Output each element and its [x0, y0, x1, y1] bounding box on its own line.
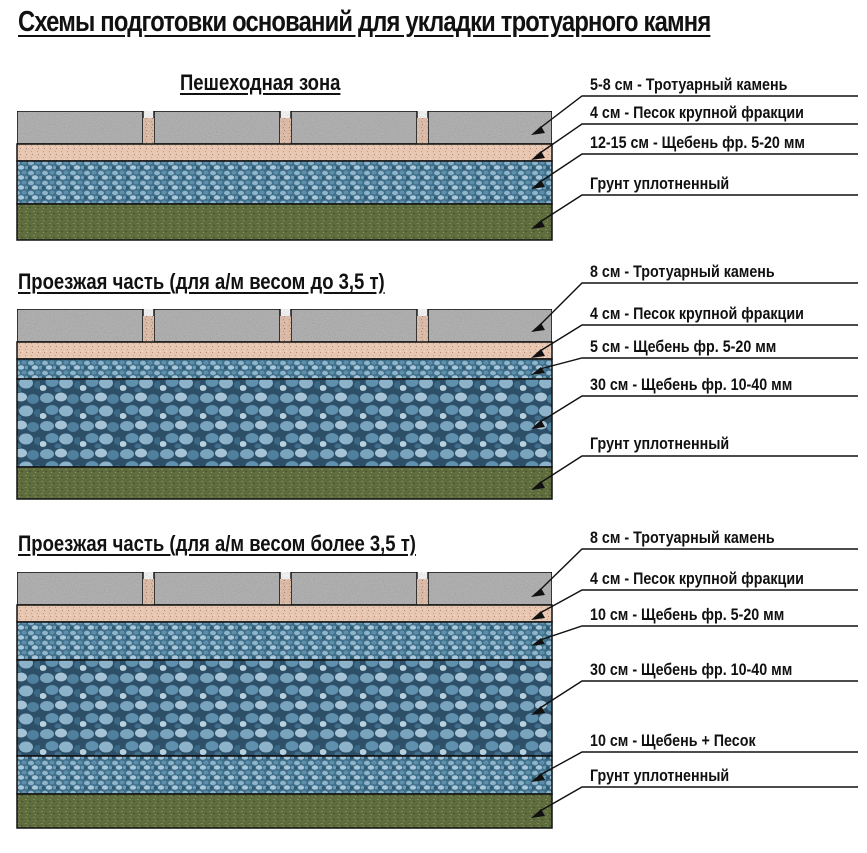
leader-lines — [540, 96, 858, 811]
leader-line — [540, 325, 858, 351]
label-pedestrian-paver: 5-8 см - Тротуарный камень — [590, 75, 788, 94]
sand-layer — [17, 144, 552, 161]
leader-line — [540, 456, 858, 483]
paver-block — [428, 111, 552, 144]
leader-line — [540, 154, 858, 182]
sand-layer — [17, 342, 552, 359]
leader-line — [540, 787, 858, 811]
paver-block — [154, 572, 280, 605]
paver-block — [428, 309, 552, 342]
section-title-light-traffic: Проезжая часть (для а/м весом до 3,5 т) — [18, 269, 385, 294]
soil-layer — [17, 794, 552, 828]
gravel-sand-layer — [17, 756, 552, 794]
leader-line — [540, 96, 858, 128]
leader-line — [540, 124, 858, 153]
label-light-gravel-coarse: 30 см - Щебень фр. 10-40 мм — [590, 375, 793, 394]
label-heavy-sand: 4 см - Песок крупной фракции — [590, 569, 804, 588]
paver-block — [291, 309, 417, 342]
label-heavy-gravel-coarse: 30 см - Щебень фр. 10-40 мм — [590, 660, 793, 679]
label-pedestrian-sand: 4 см - Песок крупной фракции — [590, 103, 804, 122]
leader-line — [540, 549, 858, 590]
leader-line — [540, 752, 858, 775]
section-light-traffic — [17, 309, 552, 499]
paver-block — [17, 309, 143, 342]
gravel-fine-layer — [17, 359, 552, 379]
gravel-coarse-layer — [17, 660, 552, 756]
section-heavy-traffic — [17, 572, 552, 828]
section-pedestrian — [17, 111, 552, 240]
section-title-heavy-traffic: Проезжая часть (для а/м весом более 3,5 т) — [18, 531, 416, 556]
gravel-fine-layer — [17, 622, 552, 660]
gravel-coarse-layer — [17, 379, 552, 467]
leader-line — [540, 590, 858, 613]
paver-block — [154, 309, 280, 342]
leader-line — [540, 195, 858, 222]
label-pedestrian-soil: Грунт уплотненный — [590, 174, 730, 193]
leader-line — [540, 396, 858, 422]
label-light-gravel-fine: 5 см - Щебень фр. 5-20 мм — [590, 337, 777, 356]
paver-block — [291, 111, 417, 144]
leader-line — [540, 358, 858, 369]
paver-block — [291, 572, 417, 605]
leader-line — [540, 626, 858, 640]
paver-block — [428, 572, 552, 605]
label-heavy-soil: Грунт уплотненный — [590, 766, 730, 785]
paver-block — [17, 111, 143, 144]
leader-line — [540, 283, 858, 325]
sand-layer — [17, 605, 552, 622]
main-title: Схемы подготовки оснований для укладки тротуарного камня — [18, 6, 711, 38]
soil-layer — [17, 467, 552, 499]
label-light-paver: 8 см - Тротуарный камень — [590, 262, 775, 281]
soil-layer — [17, 204, 552, 240]
paver-block — [17, 572, 143, 605]
paver-block — [154, 111, 280, 144]
gravel-fine-layer — [17, 161, 552, 204]
label-heavy-gravel-fine: 10 см - Щебень фр. 5-20 мм — [590, 605, 785, 624]
label-pedestrian-gravel: 12-15 см - Щебень фр. 5-20 мм — [590, 133, 805, 152]
label-heavy-paver: 8 см - Тротуарный камень — [590, 528, 775, 547]
label-light-soil: Грунт уплотненный — [590, 434, 730, 453]
label-heavy-gravel-sand: 10 см - Щебень + Песок — [590, 731, 756, 750]
section-title-pedestrian: Пешеходная зона — [180, 70, 341, 95]
leader-line — [540, 681, 858, 708]
label-light-sand: 4 см - Песок крупной фракции — [590, 304, 804, 323]
